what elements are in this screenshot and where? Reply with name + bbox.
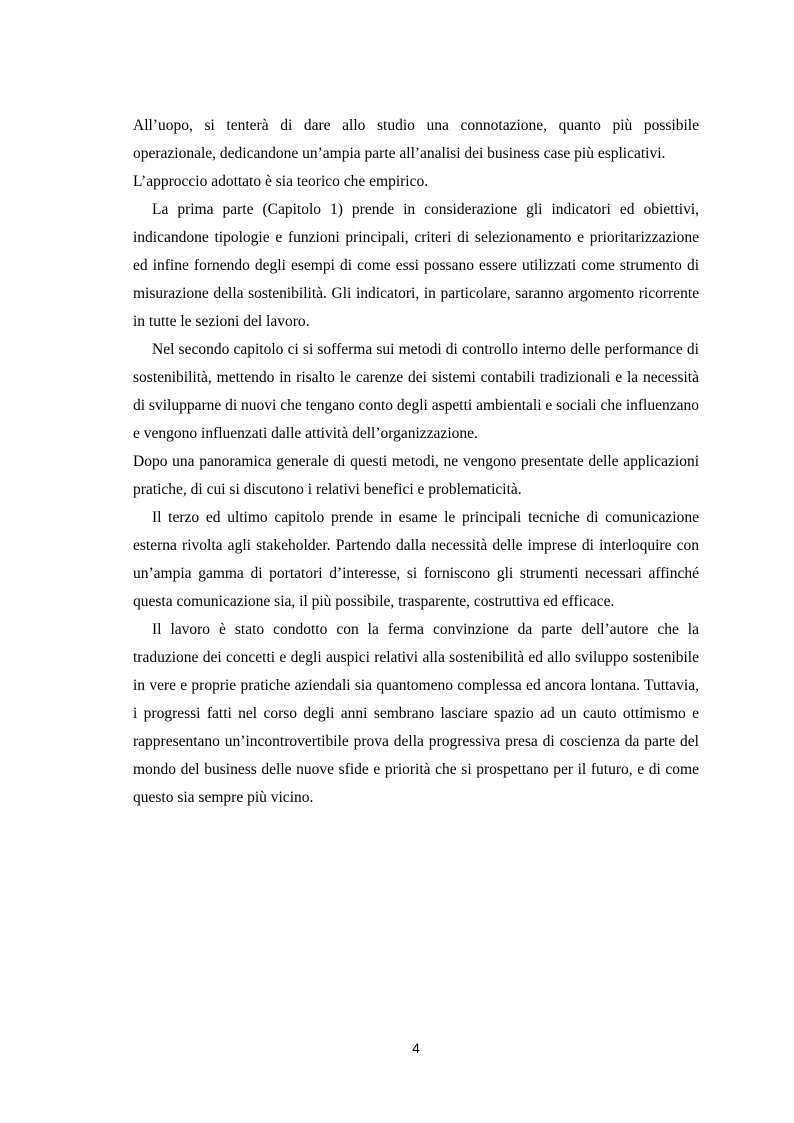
- paragraph-chapter-1: La prima parte (Capitolo 1) prende in considerazione gli indicatori ed obiettivi, indicandone tipologie e funzioni principali, criteri di selezionamento e prioritarizzazione ed infine fornendo degli esempi di come essi possano essere utilizzati come strumento di misurazione della sostenibilità. Gli indicatori, in particolare, saranno argomento ricorrente in tutte le sezioni del lavoro.: [133, 201, 699, 330]
- paragraph-chapter-2-applications: Dopo una panoramica generale di questi metodi, ne vengono presentate delle applicazioni pratiche, di cui si discutono i relativi benefici e problematicità.: [133, 453, 699, 498]
- paragraph-approach: L’approccio adottato è sia teorico che empirico.: [133, 173, 429, 190]
- paragraph-intro: All’uopo, si tenterà di dare allo studio una connotazione, quanto più possibile operazionale, dedicandone un’ampia parte all’analisi dei business case più esplicativi.: [133, 117, 699, 162]
- body-text: [133, 112, 699, 812]
- paragraph-conclusion: Il lavoro è stato condotto con la ferma convinzione da parte dell’autore che la traduzione dei concetti e degli auspici relativi alla sostenibilità ed allo sviluppo sostenibile in vere e proprie pratiche aziendali sia quantomeno complessa ed ancora lontana. Tuttavia, i progressi fatti nel corso degli anni sembrano lasciare spazio ad un cauto ottimismo e rappresentano un’incontrovertibile prova della progressiva presa di coscienza da parte del mondo del business delle nuove sfide e priorità che si prospettano per il futuro, e di come questo sia sempre più vicino.: [133, 621, 699, 806]
- paragraph-chapter-3: Il terzo ed ultimo capitolo prende in esame le principali tecniche di comunicazione esterna rivolta agli stakeholder. Partendo dalla necessità delle imprese di interloquire con un’ampia gamma di portatori d’interesse, si forniscono gli strumenti necessari affinché questa comunicazione sia, il più possibile, trasparente, costruttiva ed efficace.: [133, 509, 699, 610]
- page-number: 4: [412, 1040, 420, 1056]
- paragraph-chapter-2: Nel secondo capitolo ci si sofferma sui metodi di controllo interno delle performance di sostenibilità, mettendo in risalto le carenze dei sistemi contabili tradizionali e la necessità di svilupparne di nuovi che tengano conto degli aspetti ambientali e sociali che influenzano e vengono influenzati dalle attività dell’organizzazione.: [133, 341, 700, 442]
